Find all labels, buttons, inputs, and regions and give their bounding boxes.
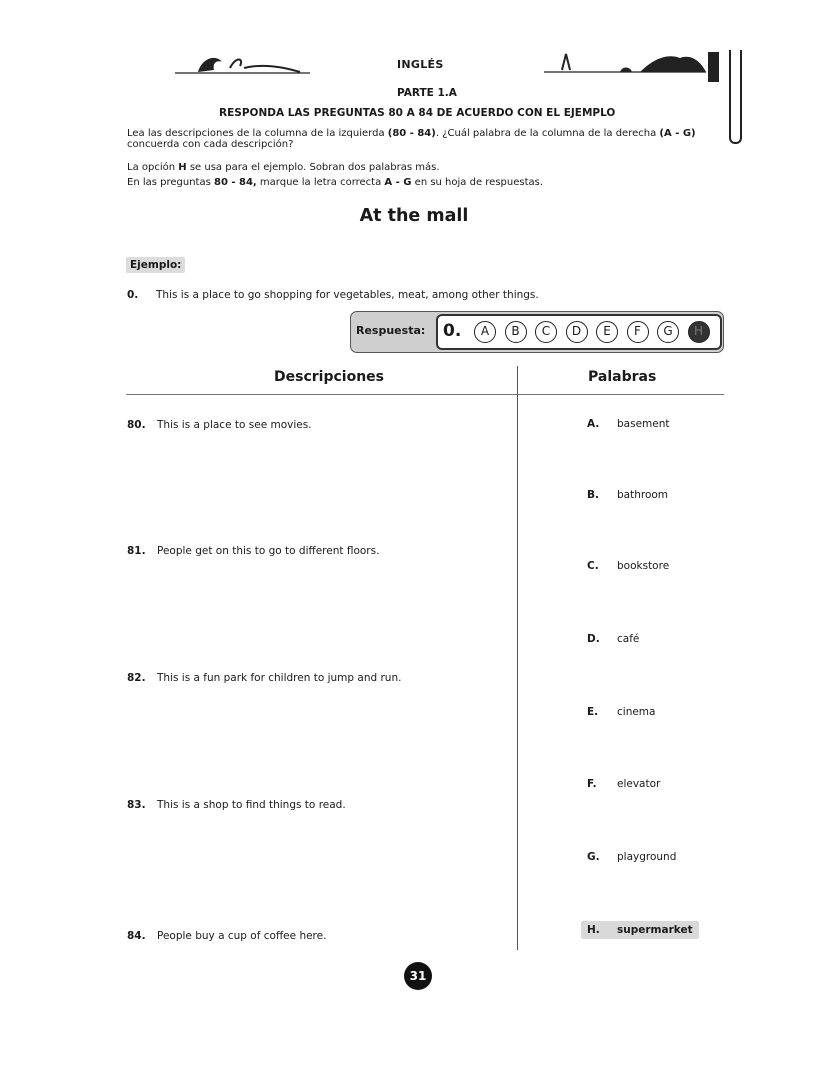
wave-surfer-illustration <box>170 48 315 80</box>
header-divider <box>126 394 724 395</box>
instruction-line-1b: concuerda con cada descripción? <box>127 139 294 150</box>
word-option-e: E. cinema <box>587 706 656 718</box>
example-label: Ejemplo: <box>126 257 185 273</box>
answer-bubble-a: A <box>474 321 496 343</box>
part-label: PARTE 1.A <box>397 87 457 99</box>
answer-bubble-c: C <box>535 321 557 343</box>
word-option-h: H. supermarket <box>581 921 699 939</box>
instruction-line-3: En las preguntas 80 - 84, marque la letra correcta A - G en su hoja de respuestas. <box>127 177 544 188</box>
word-option-g: G. playground <box>587 851 677 863</box>
question-83: 83. This is a shop to find things to read. <box>127 799 346 811</box>
answer-bubble-e: E <box>596 321 618 343</box>
section-title: At the mall <box>359 206 469 226</box>
surfer-island-illustration <box>540 48 710 82</box>
instructions-heading: RESPONDA LAS PREGUNTAS 80 A 84 DE ACUERDO CON EL EJEMPLO <box>219 107 616 119</box>
word-option-a: A. basement <box>587 418 670 430</box>
section-tab <box>708 52 719 82</box>
question-81: 81. People get on this to go to different floors. <box>127 545 380 557</box>
answer-bubble-f: F <box>627 321 649 343</box>
word-option-f: F. elevator <box>587 778 661 790</box>
instruction-line-2: La opción H se usa para el ejemplo. Sobran dos palabras más. <box>127 162 440 173</box>
answer-bubble-g: G <box>657 321 679 343</box>
answer-label: Respuesta: <box>356 324 426 337</box>
page-number-badge: 31 <box>404 962 432 990</box>
word-option-d: D. café <box>587 633 640 645</box>
column-header-descriptions: Descripciones <box>274 369 384 385</box>
question-84: 84. People buy a cup of coffee here. <box>127 930 327 942</box>
example-question: 0. This is a place to go shopping for vegetables, meat, among other things. <box>127 289 539 301</box>
question-82: 82. This is a fun park for children to jump and run. <box>127 672 402 684</box>
word-option-c: C. bookstore <box>587 560 670 572</box>
instruction-line-1: Lea las descripciones de la columna de la izquierda (80 - 84). ¿Cuál palabra de la columna de la derecha (A - G) <box>127 128 696 139</box>
page-clip-decoration <box>729 50 742 144</box>
answer-bubble-h: H <box>688 321 710 343</box>
column-header-words: Palabras <box>588 369 657 385</box>
subject-title: INGLÉS <box>397 58 444 71</box>
question-80: 80. This is a place to see movies. <box>127 419 312 431</box>
answer-number: 0. <box>443 321 462 341</box>
word-option-b: B. bathroom <box>587 489 669 501</box>
column-divider <box>517 366 518 950</box>
answer-bubble-b: B <box>505 321 527 343</box>
answer-bubble-d: D <box>566 321 588 343</box>
